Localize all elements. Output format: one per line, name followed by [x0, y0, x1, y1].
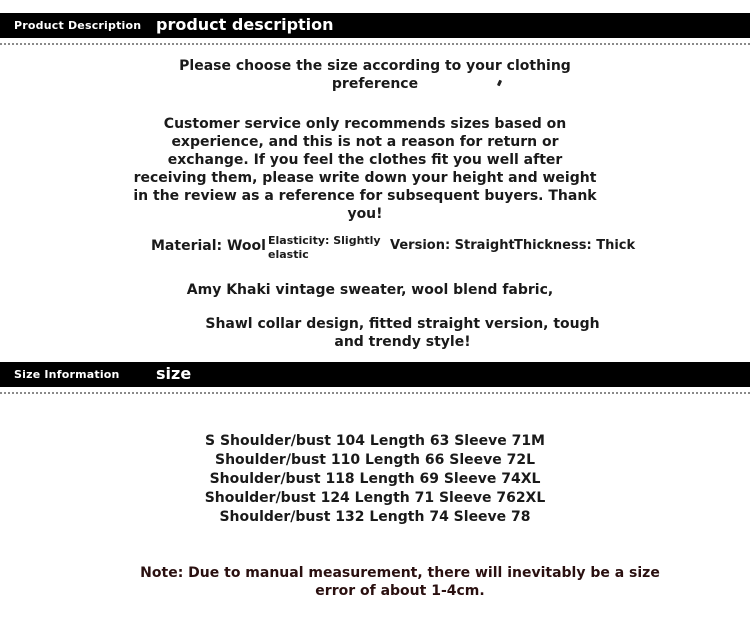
size-table: [175, 432, 575, 527]
product-description-line-1: Amy Khaki vintage sweater, wool blend fabric,: [186, 282, 554, 298]
size-title: size: [156, 364, 192, 383]
size-row: Shoulder/bust 110 Length 66 Sleeve 72L: [214, 452, 536, 468]
product-description-title: product description: [156, 15, 334, 34]
measurement-note: Note: Due to manual measurement, there will inevitably be a size error of about 1-4cm.: [140, 565, 660, 599]
elasticity-attribute: Elasticity: Slightly elastic: [268, 234, 381, 261]
product-description-header: [0, 13, 750, 38]
version-attribute: Version: Straight: [390, 238, 515, 253]
choose-size-text: Please choose the size according to your clothing preference: [179, 58, 571, 92]
material-attribute: Material: Wool: [151, 238, 266, 254]
dotted-divider: [0, 392, 750, 394]
customer-service-text: Customer service only recommends sizes based on experience, and this is not a reason for return or exchange. If you feel the clothes fit you well after receiving them, please write down your height and weight in the review as a reference for subsequent buyers. Thank you!: [133, 116, 597, 222]
product-description-line-2: Shawl collar design, fitted straight version, tough and trendy style!: [205, 316, 600, 350]
size-row: Shoulder/bust 118 Length 69 Sleeve 74XL: [209, 471, 541, 487]
product-description-tag: Product Description: [14, 19, 142, 32]
size-information-tag: Size Information: [14, 368, 120, 381]
dotted-divider: [0, 43, 750, 45]
size-row: Shoulder/bust 132 Length 74 Sleeve 78: [219, 509, 531, 525]
size-row: S Shoulder/bust 104 Length 63 Sleeve 71M: [205, 433, 545, 449]
thickness-attribute: Thickness: Thick: [514, 238, 636, 253]
size-row: Shoulder/bust 124 Length 71 Sleeve 762XL: [204, 490, 546, 506]
size-information-header: [0, 362, 750, 387]
